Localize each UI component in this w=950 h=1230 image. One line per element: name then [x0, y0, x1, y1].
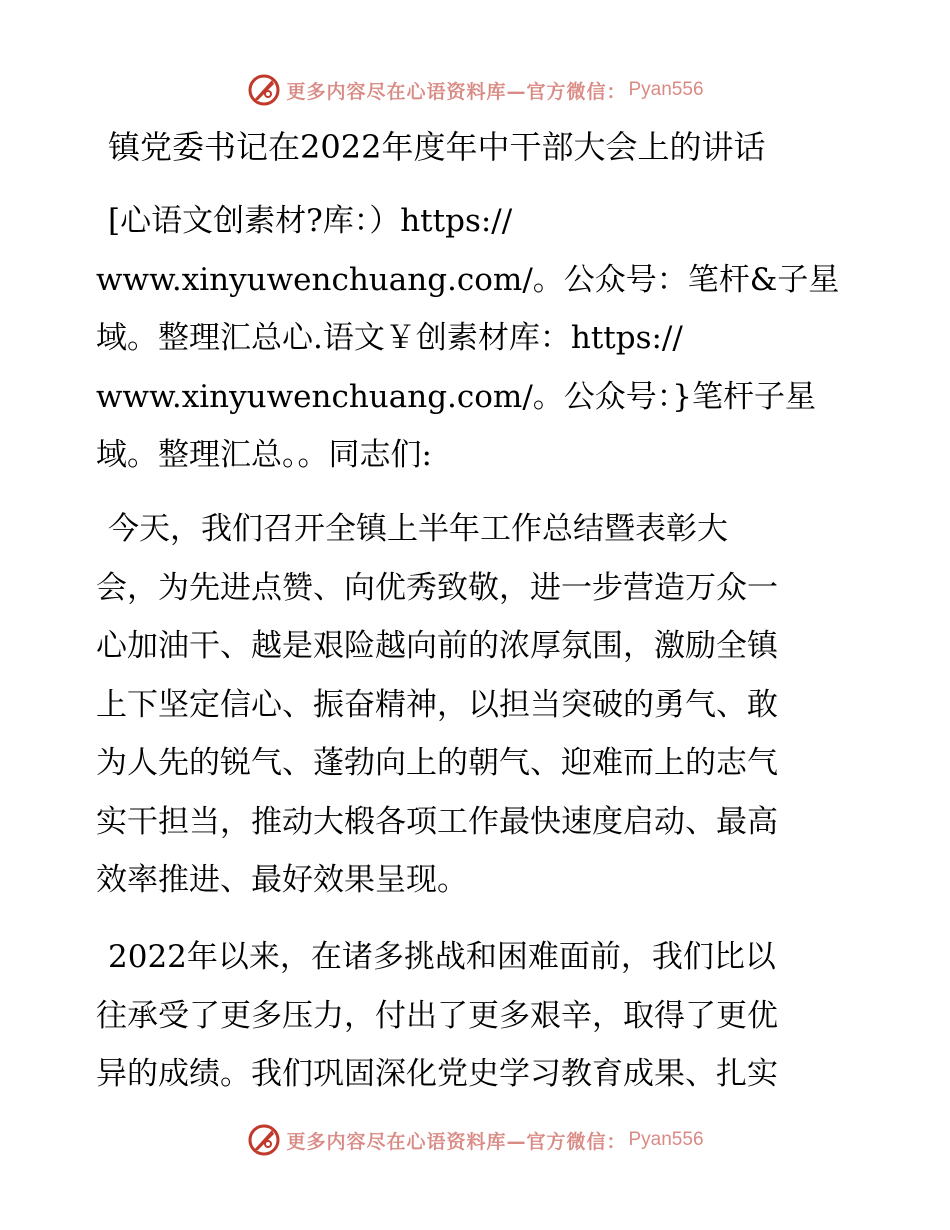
text-line: 域。整理汇总心.语文￥创素材库：https://	[96, 320, 683, 356]
quill-logo-icon	[246, 1122, 282, 1158]
text-line: 心加油干、越是艰险越向前的浓厚氛围，激励全镇	[96, 628, 778, 664]
watermark-banner-top	[0, 68, 950, 112]
paragraph-opening	[96, 500, 876, 910]
text-line: www.xinyuwenchuang.com/。公众号：笔杆&子星	[96, 261, 840, 298]
text-line: [心语文创素材?库：）https://	[108, 203, 513, 239]
quill-logo-icon	[246, 72, 282, 108]
text-line: 上下坚定信心、振奋精神，以担当突破的勇气、敢	[96, 686, 778, 723]
text-line: www.xinyuwenchuang.com/。公众号：}笔杆子星	[96, 378, 816, 415]
watermark-text: 更多内容尽在心语资料库—官方微信：	[286, 80, 627, 103]
text-line: 为人先的锐气、蓬勃向上的朝气、迎难而上的志气	[96, 745, 778, 781]
paragraph-source	[96, 192, 876, 485]
text-line: 实干担当，推动大椴各项工作最快速度启动、最高	[96, 803, 778, 840]
text-line: 今天，我们召开全镇上半年工作总结暨表彰大	[108, 511, 728, 547]
text-line: 域。整理汇总。。同志们:	[96, 437, 432, 473]
text-line: 异的成绩。我们巩固深化党史学习教育成果、扎实	[96, 1056, 778, 1092]
document-title: 镇党委书记在2022年度年中干部大会上的讲话	[108, 128, 766, 166]
watermark-banner-bottom	[0, 1118, 950, 1162]
watermark-wechat-id: Pyan556	[628, 1129, 704, 1150]
text-line: 会，为先进点赞、向优秀致敬，进一步营造万众一	[96, 569, 778, 606]
paragraph-review	[96, 928, 876, 1104]
text-line: 往承受了更多压力，付出了更多艰辛，取得了更优	[96, 997, 778, 1034]
watermark-wechat-id: Pyan556	[628, 79, 704, 100]
text-line: 2022年以来，在诸多挑战和困难面前，我们比以	[108, 939, 776, 975]
watermark-text: 更多内容尽在心语资料库—官方微信：	[286, 1130, 627, 1153]
text-line: 效率推进、最好效果呈现。	[96, 862, 468, 898]
